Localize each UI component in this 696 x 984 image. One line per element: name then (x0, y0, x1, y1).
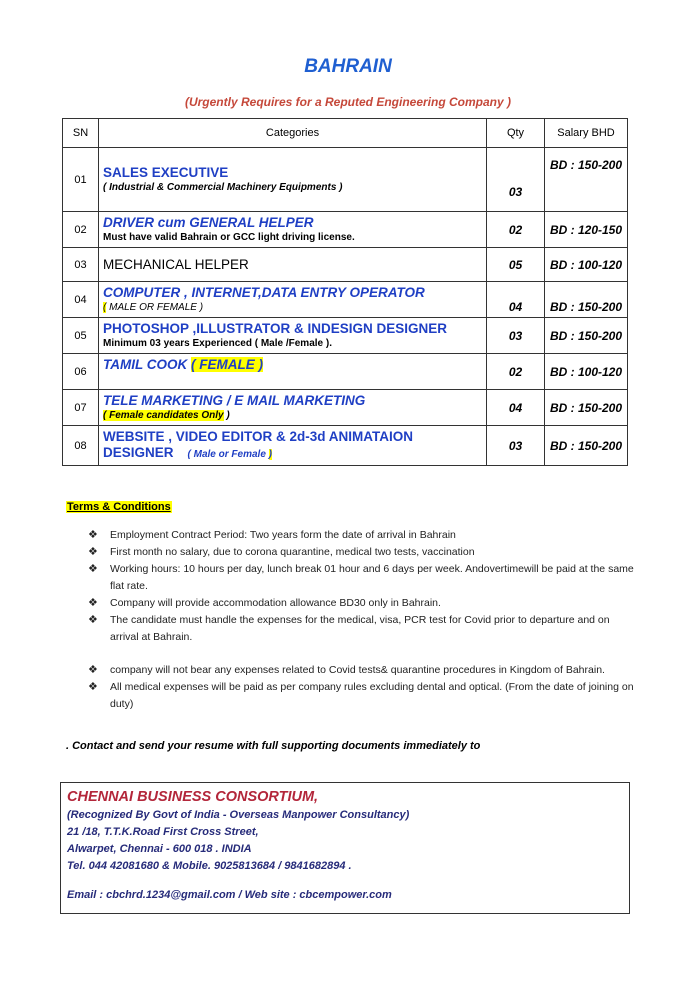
category-subtitle: Must have valid Bahrain or GCC light driving license. (103, 231, 355, 243)
address-line-1: 21 /18, T.T.K.Road First Cross Street, (67, 826, 259, 838)
row-salary: BD : 150-200 (545, 318, 628, 354)
row-category (99, 148, 487, 212)
list-item (88, 595, 636, 612)
row-category (99, 248, 487, 282)
contact-box (60, 782, 630, 914)
category-subtitle-text: MALE OR FEMALE ) (106, 301, 204, 313)
category-subtitle: ( Industrial & Commercial Machinery Equipments ) (103, 181, 343, 193)
category-title: WEBSITE , VIDEO EDITOR & 2d-3d ANIMATAION (103, 429, 414, 444)
organization-name: CHENNAI BUSINESS CONSORTIUM, (67, 789, 319, 805)
category-title-text: TAMIL COOK (103, 357, 188, 372)
row-salary: BD : 120-150 (545, 212, 628, 248)
page-title: BAHRAIN (304, 56, 392, 77)
table-row (63, 426, 628, 466)
row-qty: 03 (487, 148, 545, 212)
row-qty: 05 (487, 248, 545, 282)
list-item (88, 679, 636, 713)
row-category (99, 390, 487, 426)
row-qty: 02 (487, 354, 545, 390)
row-category (99, 282, 487, 318)
terms-list-continued (88, 662, 636, 713)
highlight-open-paren: ( (103, 301, 107, 313)
terms-heading: Terms & Conditions (67, 501, 171, 513)
category-subtitle-highlight: ( Female candidates Only (103, 409, 224, 421)
highlight-close-paren: ) (268, 449, 272, 460)
category-title: PHOTOSHOP ,ILLUSTRATOR & INDESIGN DESIGNER (103, 320, 448, 336)
category-title: TELE MARKETING / E MAIL MARKETING (103, 392, 366, 408)
category-title: SALES EXECUTIVE (103, 164, 229, 180)
list-item (88, 612, 636, 646)
column-header-salary: Salary BHD (545, 119, 628, 148)
category-subtitle (103, 409, 482, 423)
diamond-bullet-icon: ❖ (88, 546, 98, 558)
row-sn: 02 (63, 212, 99, 248)
contact-instructions: . Contact and send your resume with full supporting documents immediately to (66, 740, 481, 752)
row-qty: 04 (487, 390, 545, 426)
table-row (63, 148, 628, 212)
diamond-bullet-icon: ❖ (88, 529, 98, 541)
list-item (88, 527, 636, 544)
diamond-bullet-icon: ❖ (88, 681, 98, 693)
row-sn: 06 (63, 354, 99, 390)
term-text: Company will provide accommodation allowance BD30 only in Bahrain. (110, 597, 441, 609)
category-subtitle (188, 449, 272, 460)
row-salary: BD : 150-200 (545, 148, 628, 212)
row-sn: 03 (63, 248, 99, 282)
terms-list (88, 527, 636, 646)
row-category (99, 426, 487, 466)
row-sn: 04 (63, 282, 99, 318)
term-text: All medical expenses will be paid as per company rules excluding dental and optical. (From the date of joining on duty) (110, 681, 634, 710)
table-row (63, 282, 628, 318)
diamond-bullet-icon: ❖ (88, 563, 98, 575)
diamond-bullet-icon: ❖ (88, 614, 98, 626)
row-salary: BD : 150-200 (545, 390, 628, 426)
category-title-line2 (103, 445, 482, 462)
term-text: Working hours: 10 hours per day, lunch break 01 hour and 6 days per week. Andovertimewill be paid at the same flat rate. (110, 563, 634, 592)
list-item (88, 561, 636, 595)
row-qty: 04 (487, 282, 545, 318)
category-title-highlight: ( FEMALE ) (191, 357, 264, 372)
table-header-row (63, 119, 628, 148)
row-sn: 08 (63, 426, 99, 466)
row-qty: 02 (487, 212, 545, 248)
column-header-sn: SN (63, 119, 99, 148)
category-subtitle (103, 301, 482, 315)
row-qty: 03 (487, 426, 545, 466)
row-sn: 07 (63, 390, 99, 426)
row-salary: BD : 100-120 (545, 248, 628, 282)
category-title: MECHANICAL HELPER (103, 256, 249, 272)
category-subtitle-text: ( Male or Female (187, 449, 269, 460)
row-salary: BD : 150-200 (545, 426, 628, 466)
row-salary: BD : 100-120 (545, 354, 628, 390)
table-row (63, 390, 628, 426)
table-row (63, 212, 628, 248)
column-header-categories: Categories (99, 119, 487, 148)
list-item (88, 544, 636, 561)
table-row (63, 354, 628, 390)
diamond-bullet-icon: ❖ (88, 597, 98, 609)
category-title (103, 357, 482, 373)
category-title-text: DESIGNER (103, 445, 174, 460)
term-text: company will not bear any expenses related to Covid tests& quarantine procedures in Kingdom of Bahrain. (110, 664, 605, 676)
row-category (99, 318, 487, 354)
row-salary: BD : 150-200 (545, 282, 628, 318)
category-subtitle-text: ) (223, 409, 230, 421)
row-sn: 01 (63, 148, 99, 212)
recognition-line: (Recognized By Govt of India - Overseas Manpower Consultancy) (67, 809, 410, 821)
address-line-2: Alwarpet, Chennai - 600 018 . INDIA (67, 843, 252, 855)
term-text: The candidate must handle the expenses for the medical, visa, PCR test for Covid prior to departure and on arrival at Bahrain. (110, 614, 610, 643)
category-subtitle: Minimum 03 years Experienced ( Male /Female ). (103, 337, 332, 349)
row-category (99, 354, 487, 390)
term-text: Employment Contract Period: Two years form the date of arrival in Bahrain (110, 529, 456, 541)
row-qty: 03 (487, 318, 545, 354)
row-sn: 05 (63, 318, 99, 354)
term-text: First month no salary, due to corona quarantine, medical two tests, vaccination (110, 546, 475, 558)
category-title: COMPUTER , INTERNET,DATA ENTRY OPERATOR (103, 284, 425, 300)
jobs-table (62, 118, 628, 466)
row-category (99, 212, 487, 248)
email-web-line: Email : cbchrd.1234@gmail.com / Web site : cbcempower.com (67, 889, 392, 901)
table-row (63, 248, 628, 282)
diamond-bullet-icon: ❖ (88, 664, 98, 676)
column-header-qty: Qty (487, 119, 545, 148)
page-subtitle: (Urgently Requires for a Reputed Engineering Company ) (184, 95, 512, 109)
list-item (88, 662, 636, 679)
category-title: DRIVER cum GENERAL HELPER (103, 214, 314, 230)
table-row (63, 318, 628, 354)
phone-line: Tel. 044 42081680 & Mobile. 9025813684 / 9841682894 . (67, 860, 352, 872)
